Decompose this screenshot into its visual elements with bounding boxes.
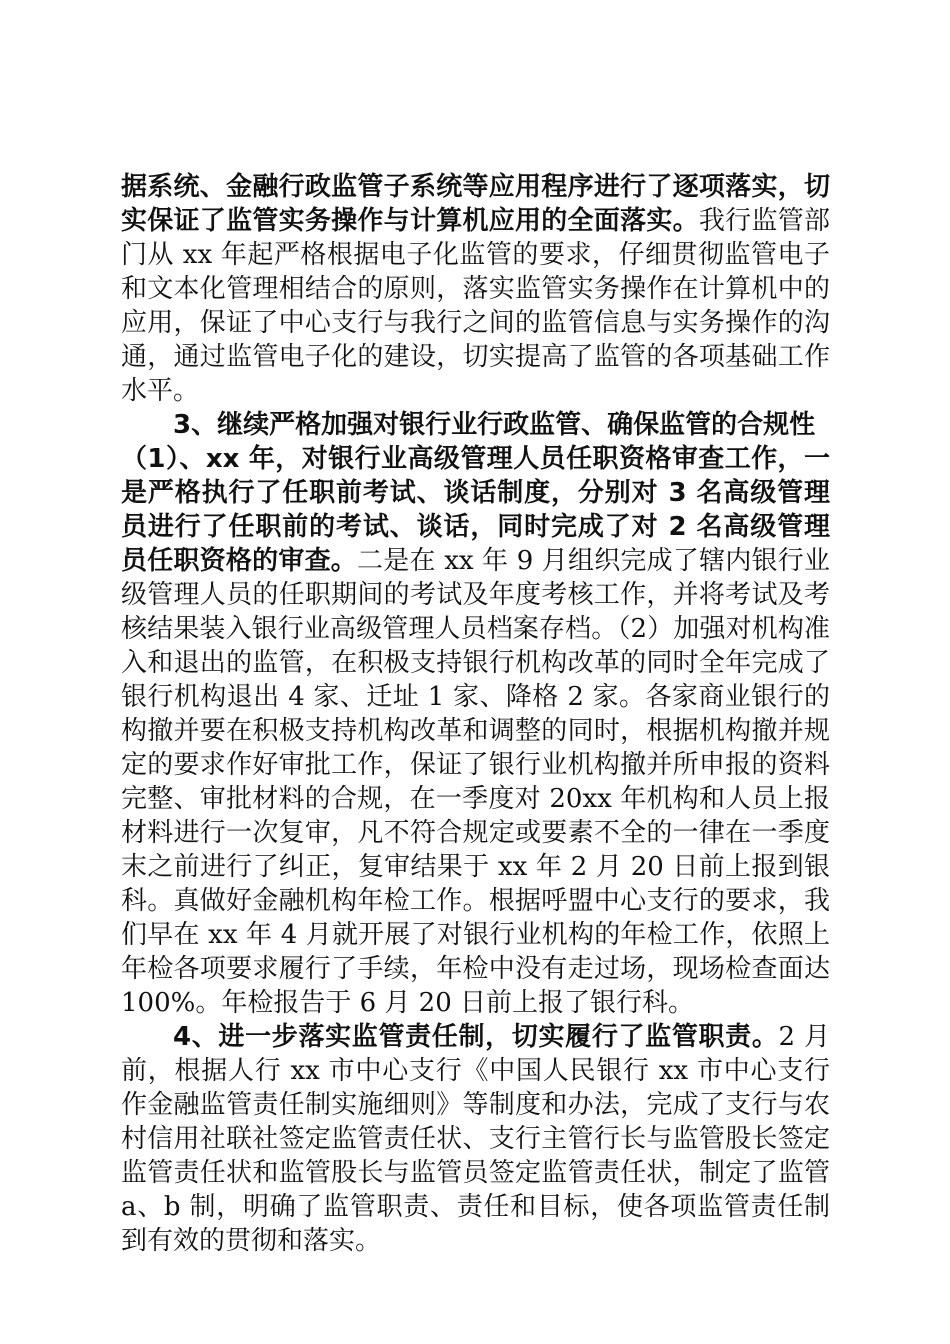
text-line: [121, 714, 830, 748]
bold-text-run: 是严格执行了任职前考试、谈话制度，分别对 3 名高级管理: [121, 478, 830, 508]
text-line: [121, 850, 830, 884]
normal-text-run: 我行监管部: [698, 206, 830, 236]
normal-text-run: 完整、审批材料的合规，在一季度对 20xx 年机构和人员上报: [121, 784, 830, 814]
normal-text-run: 和文本化管理相结合的原则，落实监管实务操作在计算机中的: [121, 274, 830, 304]
text-line: [121, 1088, 830, 1122]
normal-text-run: 构撤并要在积极支持机构改革和调整的同时，根据机构撤并规: [121, 716, 830, 746]
text-line: [121, 306, 830, 340]
normal-text-run: 应用，保证了中心支行与我行之间的监管信息与实务操作的沟: [121, 308, 830, 338]
text-line: [121, 1054, 830, 1088]
text-line: [121, 510, 830, 544]
normal-text-run: 门从 xx 年起严格根据电子化监管的要求，仔细贯彻监管电子: [121, 240, 830, 270]
text-line: [121, 1190, 830, 1224]
text-line: [121, 578, 830, 612]
text-line: [121, 782, 830, 816]
normal-text-run: 前，根据人行 xx 市中心支行《中国人民银行 xx 市中心支行: [121, 1056, 830, 1086]
normal-text-run: 年检各项要求履行了手续，年检中没有走过场，现场检查面达: [121, 954, 830, 984]
normal-text-run: 末之前进行了纠正，复审结果于 xx 年 2 月 20 日前上报到银: [121, 852, 830, 882]
text-line: [121, 680, 830, 714]
normal-text-run: 材料进行一次复审，凡不符合规定或要素不全的一律在一季度: [121, 818, 830, 848]
normal-text-run: 入和退出的监管，在积极支持银行机构改革的同时全年完成了: [121, 648, 830, 678]
text-line: [121, 204, 830, 238]
text-line: [121, 1224, 830, 1258]
bold-text-run: 实保证了监管实务操作与计算机应用的全面落实。: [121, 206, 699, 236]
bold-text-run: 员进行了任职前的考试、谈话，同时完成了对 2 名高级管理: [121, 512, 830, 542]
text-line: [121, 374, 830, 408]
text-line: [121, 1156, 830, 1190]
normal-text-run: 通，通过监管电子化的建设，切实提高了监管的各项基础工作: [121, 342, 830, 372]
text-line: [121, 544, 830, 578]
text-line: [173, 408, 830, 442]
text-line: [121, 646, 830, 680]
normal-text-run: 级管理人员的任职期间的考试及年度考核工作，并将考试及考: [121, 580, 830, 610]
text-line: [121, 1122, 830, 1156]
normal-text-run: 核结果装入银行业高级管理人员档案存档。（2）加强对机构准: [121, 614, 830, 644]
normal-text-run: 作金融监管责任制实施细则》等制度和办法，完成了支行与农: [121, 1090, 830, 1120]
normal-text-run: 们早在 xx 年 4 月就开展了对银行业机构的年检工作，依照上: [121, 920, 830, 950]
text-line: [121, 612, 830, 646]
bold-text-run: 员任职资格的审查。: [121, 546, 358, 576]
text-line: [121, 748, 830, 782]
bold-text-run: （1）、xx 年，对银行业高级管理人员任职资格审查工作，一: [121, 444, 830, 474]
normal-text-run: 2 月: [778, 1022, 830, 1052]
bold-text-run: 据系统、金融行政监管子系统等应用程序进行了逐项落实，切: [121, 172, 830, 202]
normal-text-run: 二是在 xx 年 9 月组织完成了辖内银行业: [357, 546, 830, 576]
normal-text-run: 定的要求作好审批工作，保证了银行业机构撤并所申报的资料: [121, 750, 830, 780]
text-line: [121, 272, 830, 306]
text-line: [121, 340, 830, 374]
bold-text-run: 3、继续严格加强对银行业行政监管、确保监管的合规性: [173, 410, 816, 440]
normal-text-run: 村信用社联社签定监管责任状、支行主管行长与监管股长签定: [121, 1124, 830, 1154]
text-line: [121, 816, 830, 850]
text-line: [121, 442, 830, 476]
text-line: [121, 986, 830, 1020]
bold-text-run: 4、进一步落实监管责任制，切实履行了监管职责。: [173, 1022, 779, 1052]
normal-text-run: 到有效的贯彻和落实。: [121, 1226, 382, 1256]
normal-text-run: 100%。年检报告于 6 月 20 日前上报了银行科。: [121, 988, 695, 1018]
normal-text-run: 银行机构退出 4 家、迁址 1 家、降格 2 家。各家商业银行的: [121, 682, 830, 712]
text-line: [121, 884, 830, 918]
text-line: [121, 170, 830, 204]
text-line: [121, 476, 830, 510]
text-line: [121, 238, 830, 272]
text-line: [121, 952, 830, 986]
text-line: [173, 1020, 830, 1054]
normal-text-run: a、b 制，明确了监管职责、责任和目标，使各项监管责任制: [121, 1192, 830, 1222]
text-line: [121, 918, 830, 952]
normal-text-run: 科。真做好金融机构年检工作。根据呼盟中心支行的要求，我: [121, 886, 830, 916]
normal-text-run: 监管责任状和监管股长与监管员签定监管责任状，制定了监管: [121, 1158, 830, 1188]
normal-text-run: 水平。: [121, 376, 200, 406]
